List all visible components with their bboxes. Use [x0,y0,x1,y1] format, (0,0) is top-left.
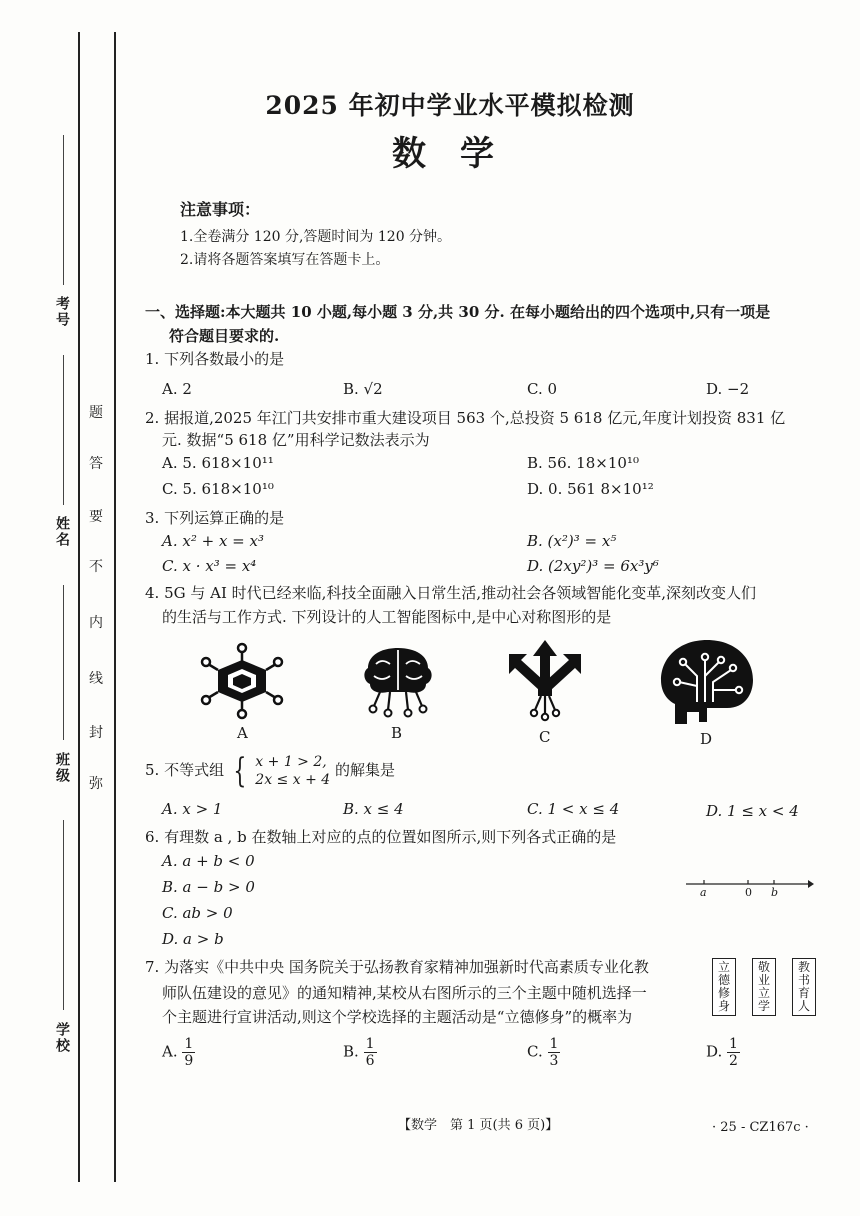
seal-char: 弥 [89,776,103,792]
topic-card-1: 立德修身 [712,958,736,1016]
denominator: 2 [729,1053,738,1069]
hexagon-circuit-icon[interactable] [200,642,284,720]
binding-line-inner [114,32,116,1182]
exam-title: 2025 年初中学业水平模拟检测 [265,91,635,120]
q1-option-b[interactable]: B. √2 [343,380,383,398]
axis-label-b: b [771,886,779,899]
q5-option-d[interactable]: D. 1 ≤ x < 4 [706,802,799,820]
q7-option-a[interactable] [162,1036,195,1069]
section-heading [145,300,825,348]
subject-title: 数学 [392,134,528,174]
q1-option-d[interactable]: D. −2 [706,380,750,398]
brain-circuit-icon[interactable] [358,642,438,722]
question-7-stem: 个主题进行宣讲活动,则这个学校选择的主题活动是“立德修身”的概率为 [162,1008,633,1026]
q7-option-label: C. [527,1042,543,1061]
numerator: 1 [365,1036,375,1052]
q7-option-b[interactable] [343,1036,377,1069]
numerator: 1 [184,1036,194,1052]
page-footer: 【数学 第 1 页(共 6 页)】 [398,1118,559,1133]
notice-title: 注意事项： [180,200,261,219]
denominator: 3 [549,1053,559,1069]
q6-option-a[interactable]: A. a + b < 0 [162,852,255,870]
school-label: 学校 [54,1022,70,1054]
icon-caption-a: A [237,724,248,742]
q5-option-b[interactable]: B. x ≤ 4 [343,800,404,818]
q6-option-d[interactable]: D. a > b [162,930,224,948]
icon-caption-c: C [539,728,551,746]
q7-option-label: A. [162,1042,178,1061]
numerator: 1 [549,1036,559,1052]
question-2-stem: 2. 据报道,2025 年江门共安排市重大建设项目 563 个,总投资 5 618 亿元,年度计划投资 831 亿 [145,409,786,427]
numerator: 1 [729,1036,738,1052]
question-7-stem: 7. 为落实《中共中央 国务院关于弘扬教育家精神加强新时代高素质专业化教 [145,958,649,976]
seal-char: 题 [89,405,103,421]
question-2-stem: 元. 数据“5 618 亿”用科学记数法表示为 [162,431,430,449]
q3-option-d[interactable]: D. (2xy²)³ = 6x³y⁶ [527,557,659,575]
paper-code: · 25 - CZ167c · [712,1120,809,1135]
q7-option-d[interactable] [706,1036,740,1069]
q3-option-c[interactable]: C. x · x³ = x⁴ [162,557,257,575]
seal-char: 内 [89,615,103,631]
class-label: 班级 [54,752,70,784]
section-heading-line: 一、选择题:本大题共 10 小题,每小题 3 分,共 30 分. 在每小题给出的四个选项中,只有一项是 [145,303,771,321]
q2-option-c[interactable]: C. 5. 618×10¹⁰ [162,480,274,498]
section-heading-line: 符合题目要求的. [169,327,280,345]
seal-char: 答 [89,456,103,472]
q6-option-c[interactable]: C. ab > 0 [162,904,233,922]
fraction [364,1036,377,1069]
question-5-stem [145,750,395,790]
q3-option-b[interactable]: B. (x²)³ = x⁵ [527,532,617,550]
q7-option-label: B. [343,1042,359,1061]
name-blank[interactable] [63,355,64,505]
school-blank[interactable] [63,820,64,1010]
seal-char: 要 [89,509,103,525]
topic-card-2: 敬业立学 [752,958,776,1016]
head-circuit-icon[interactable] [657,636,757,728]
seal-char: 不 [89,559,103,575]
question-4-stem: 4. 5G 与 AI 时代已经来临,科技全面融入日常生活,推动社会各领域智能化变革,深刻改变人们 [145,584,756,602]
question-3-stem: 3. 下列运算正确的是 [145,509,285,527]
fraction [182,1036,195,1069]
q2-option-d[interactable]: D. 0. 561 8×10¹² [527,480,654,498]
q6-option-b[interactable]: B. a − b > 0 [162,878,255,896]
arrows-circuit-icon[interactable] [505,638,585,722]
question-6-stem: 6. 有理数 a , b 在数轴上对应的点的位置如图所示,则下列各式正确的是 [145,828,617,846]
seal-char: 封 [89,725,103,741]
icon-caption-d: D [700,730,713,748]
fraction [727,1036,740,1069]
question-4-stem: 的生活与工作方式. 下列设计的人工智能图标中,是中心对称图形的是 [162,608,612,626]
denominator: 9 [184,1053,194,1069]
name-label: 姓名 [54,516,70,548]
topic-card-3: 教书育人 [792,958,816,1016]
q1-option-c[interactable]: C. 0 [527,380,558,398]
exam-number-label: 考号 [54,296,70,328]
denominator: 6 [365,1053,375,1069]
seal-char: 线 [89,671,103,687]
q5-option-a[interactable]: A. x > 1 [162,800,223,818]
q7-option-label: D. [706,1042,723,1061]
question-1-stem: 1. 下列各数最小的是 [145,350,285,368]
q1-option-a[interactable]: A. 2 [162,380,192,398]
q2-option-a[interactable]: A. 5. 618×10¹¹ [162,454,274,472]
class-blank[interactable] [63,585,64,740]
q5-suffix: 的解集是 [334,761,395,779]
q3-option-a[interactable]: A. x² + x = x³ [162,532,264,550]
q2-option-b[interactable]: B. 56. 18×10¹⁰ [527,454,639,472]
fraction [548,1036,561,1069]
notice-item: 1.全卷满分 120 分,答题时间为 120 分钟。 [180,229,452,245]
q5-prefix: 5. 不等式组 [145,761,225,779]
axis-label-a: a [700,886,707,899]
icon-caption-b: B [391,724,403,742]
inequality-system [255,753,330,789]
binding-line-outer [78,32,80,1182]
question-7-stem: 师队伍建设的意见》的通知精神,某校从右图所示的三个主题中随机选择一 [162,984,647,1002]
axis-label-zero: 0 [745,886,752,899]
inequality-row-1: x + 1 > 2, [255,754,327,770]
q7-option-c[interactable] [527,1036,560,1069]
inequality-row-2: 2x ≤ x + 4 [255,772,331,788]
left-brace-icon: { [233,751,247,791]
notice-item: 2.请将各题答案填写在答题卡上。 [180,252,390,268]
q5-option-c[interactable]: C. 1 < x ≤ 4 [527,800,620,818]
